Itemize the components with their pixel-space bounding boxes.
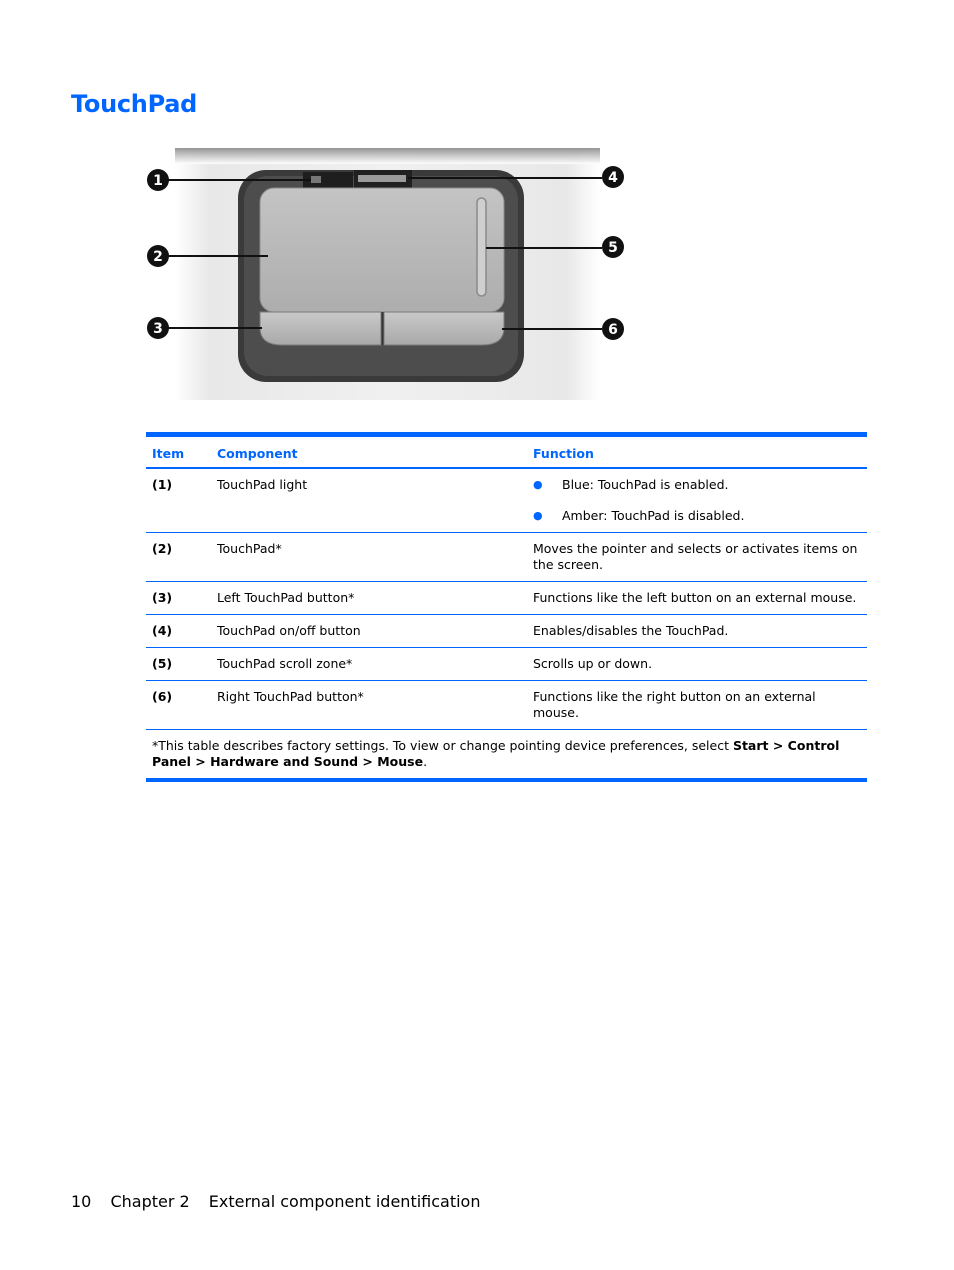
row-component: TouchPad on/off button <box>211 615 527 648</box>
row-component: Right TouchPad button* <box>211 681 527 730</box>
row-item: (4) <box>146 615 211 648</box>
table-row <box>146 648 867 681</box>
callout-3 <box>147 317 169 339</box>
table-note: *This table describes factory settings. To view or change pointing device preferences, select Start > Control Panel > Hardware and Sound > Mouse. <box>152 738 840 769</box>
row-item: (6) <box>146 681 211 730</box>
header-function: Function <box>527 437 867 468</box>
bullet-item: ● Amber: TouchPad is disabled. <box>533 508 745 523</box>
row-component: TouchPad scroll zone* <box>211 648 527 681</box>
row-function <box>527 468 867 533</box>
row-component: TouchPad* <box>211 533 527 582</box>
touchpad-figure <box>140 140 630 405</box>
svg-text:5: 5 <box>608 240 618 256</box>
chapter-title: External component identification <box>208 1192 481 1211</box>
row-function: Functions like the left button on an external mouse. <box>527 582 867 615</box>
table-row <box>146 681 867 730</box>
callout-4 <box>602 166 624 188</box>
header-item: Item <box>146 437 211 468</box>
callout-6 <box>602 318 624 340</box>
svg-text:2: 2 <box>153 249 163 265</box>
callout-1 <box>147 169 169 191</box>
page-number: 10 <box>71 1192 92 1211</box>
bullet-list <box>533 477 861 524</box>
header-component: Component <box>211 437 527 468</box>
row-item: (2) <box>146 533 211 582</box>
row-function: Moves the pointer and selects or activates items on the screen. <box>527 533 867 582</box>
table-row <box>146 615 867 648</box>
table-bottom-rule <box>146 778 867 782</box>
table-row <box>146 533 867 582</box>
bullet-icon: ● <box>533 509 543 522</box>
row-item: (1) <box>146 468 211 533</box>
table-note-row <box>146 730 867 779</box>
row-function: Scrolls up or down. <box>527 648 867 681</box>
callout-2 <box>147 245 169 267</box>
callout-5 <box>602 236 624 258</box>
svg-text:1: 1 <box>153 173 163 189</box>
svg-text:6: 6 <box>608 322 618 338</box>
onoff-button-icon <box>358 175 406 182</box>
row-function: Functions like the right button on an external mouse. <box>527 681 867 730</box>
page-title: TouchPad <box>71 90 197 118</box>
svg-text:3: 3 <box>153 321 163 337</box>
chapter-label: Chapter 2 <box>110 1192 190 1211</box>
row-function: Enables/disables the TouchPad. <box>527 615 867 648</box>
settings-path: Start > Control Panel > Hardware and Sound > Mouse <box>152 738 840 769</box>
touchpad-light-icon <box>311 176 321 183</box>
component-table <box>146 432 867 782</box>
svg-text:4: 4 <box>608 170 618 186</box>
row-item: (5) <box>146 648 211 681</box>
row-component: TouchPad light <box>211 468 527 533</box>
row-item: (3) <box>146 582 211 615</box>
table-row <box>146 468 867 533</box>
page-footer <box>71 1192 480 1211</box>
table-row <box>146 582 867 615</box>
bullet-item: ● Blue: TouchPad is enabled. <box>533 477 729 492</box>
table-header-row <box>146 437 867 468</box>
bullet-icon: ● <box>533 478 543 491</box>
row-component: Left TouchPad button* <box>211 582 527 615</box>
